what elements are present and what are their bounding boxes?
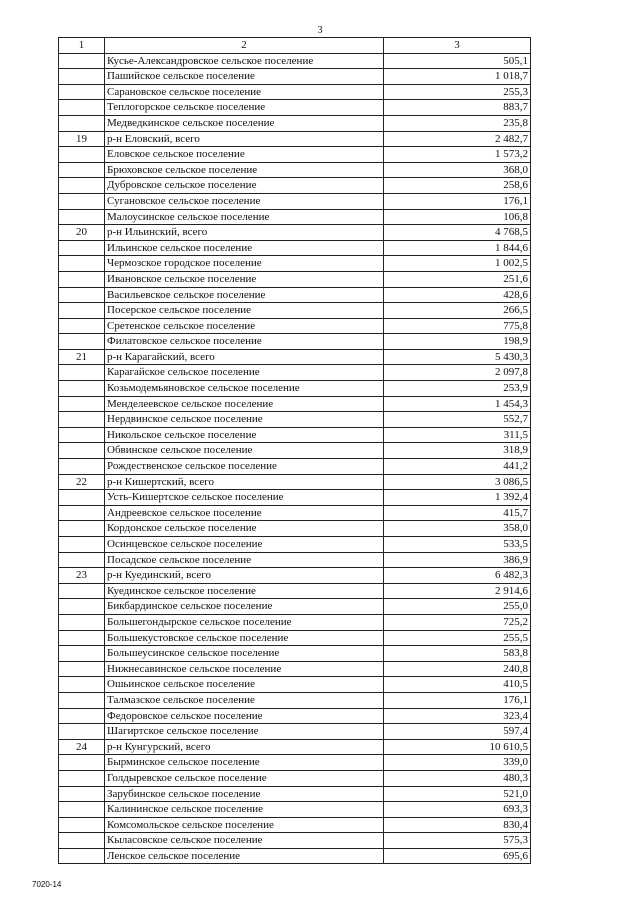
row-number-cell bbox=[59, 381, 105, 397]
row-name-cell: Ошьинское сельское поселение bbox=[105, 677, 384, 693]
row-number-cell bbox=[59, 147, 105, 163]
row-name-cell: Сарановское сельское поселение bbox=[105, 84, 384, 100]
row-value-cell: 251,6 bbox=[384, 271, 531, 287]
row-value-cell: 386,9 bbox=[384, 552, 531, 568]
row-name-cell: Комсомольское сельское поселение bbox=[105, 817, 384, 833]
table-row bbox=[59, 568, 531, 584]
table-row bbox=[59, 427, 531, 443]
row-value-cell: 830,4 bbox=[384, 817, 531, 833]
row-value-cell: 410,5 bbox=[384, 677, 531, 693]
table-row bbox=[59, 115, 531, 131]
row-value-cell: 368,0 bbox=[384, 162, 531, 178]
row-value-cell: 552,7 bbox=[384, 412, 531, 428]
row-name-cell: Козьмодемьяновское сельское поселение bbox=[105, 381, 384, 397]
row-name-cell: Пашийское сельское поселение bbox=[105, 69, 384, 85]
table-row bbox=[59, 614, 531, 630]
row-name-cell: Куединское сельское поселение bbox=[105, 583, 384, 599]
header-col-number: 1 bbox=[59, 38, 105, 54]
row-number-cell: 20 bbox=[59, 225, 105, 241]
page-number: 3 bbox=[317, 25, 323, 36]
row-name-cell: Бырминское сельское поселение bbox=[105, 755, 384, 771]
row-value-cell: 1 002,5 bbox=[384, 256, 531, 272]
row-name-cell: Кыласовское сельское поселение bbox=[105, 833, 384, 849]
row-name-cell: Рождественское сельское поселение bbox=[105, 459, 384, 475]
row-value-cell: 323,4 bbox=[384, 708, 531, 724]
row-number-cell bbox=[59, 537, 105, 553]
row-value-cell: 198,9 bbox=[384, 334, 531, 350]
row-name-cell: Ивановское сельское поселение bbox=[105, 271, 384, 287]
row-value-cell: 339,0 bbox=[384, 755, 531, 771]
table-row bbox=[59, 848, 531, 864]
row-value-cell: 1 844,6 bbox=[384, 240, 531, 256]
table-row bbox=[59, 817, 531, 833]
row-number-cell bbox=[59, 848, 105, 864]
table-row bbox=[59, 537, 531, 553]
row-name-cell: Шагиртское сельское поселение bbox=[105, 724, 384, 740]
row-number-cell bbox=[59, 505, 105, 521]
row-value-cell: 2 097,8 bbox=[384, 365, 531, 381]
row-number-cell bbox=[59, 256, 105, 272]
row-value-cell: 311,5 bbox=[384, 427, 531, 443]
row-value-cell: 255,0 bbox=[384, 599, 531, 615]
row-number-cell bbox=[59, 833, 105, 849]
row-number-cell: 23 bbox=[59, 568, 105, 584]
row-number-cell: 24 bbox=[59, 739, 105, 755]
table-row bbox=[59, 381, 531, 397]
table-row bbox=[59, 552, 531, 568]
row-number-cell bbox=[59, 599, 105, 615]
row-name-cell: Талмазское сельское поселение bbox=[105, 692, 384, 708]
row-name-cell: р-н Куединский, всего bbox=[105, 568, 384, 584]
row-number-cell bbox=[59, 396, 105, 412]
row-name-cell: Малоусинское сельское поселение bbox=[105, 209, 384, 225]
row-number-cell bbox=[59, 427, 105, 443]
row-number-cell bbox=[59, 521, 105, 537]
row-number-cell bbox=[59, 443, 105, 459]
row-number-cell bbox=[59, 69, 105, 85]
row-number-cell bbox=[59, 490, 105, 506]
row-number-cell bbox=[59, 724, 105, 740]
row-number-cell bbox=[59, 162, 105, 178]
table-row bbox=[59, 287, 531, 303]
row-value-cell: 4 768,5 bbox=[384, 225, 531, 241]
row-number-cell bbox=[59, 802, 105, 818]
row-value-cell: 415,7 bbox=[384, 505, 531, 521]
row-value-cell: 6 482,3 bbox=[384, 568, 531, 584]
table-row bbox=[59, 412, 531, 428]
settlements-table bbox=[58, 37, 531, 864]
row-number-cell bbox=[59, 708, 105, 724]
row-number-cell bbox=[59, 692, 105, 708]
row-number-cell bbox=[59, 817, 105, 833]
row-name-cell: Филатовское сельское поселение bbox=[105, 334, 384, 350]
row-name-cell: Чермозское городское поселение bbox=[105, 256, 384, 272]
row-value-cell: 235,8 bbox=[384, 115, 531, 131]
row-number-cell bbox=[59, 287, 105, 303]
row-name-cell: Большекустовское сельское поселение bbox=[105, 630, 384, 646]
header-row bbox=[59, 38, 531, 54]
row-value-cell: 358,0 bbox=[384, 521, 531, 537]
table-row bbox=[59, 178, 531, 194]
row-name-cell: р-н Кунгурский, всего bbox=[105, 739, 384, 755]
row-value-cell: 1 454,3 bbox=[384, 396, 531, 412]
row-number-cell: 22 bbox=[59, 474, 105, 490]
row-number-cell bbox=[59, 677, 105, 693]
row-value-cell: 583,8 bbox=[384, 646, 531, 662]
row-name-cell: Теплогорское сельское поселение bbox=[105, 100, 384, 116]
row-number-cell bbox=[59, 53, 105, 69]
row-number-cell bbox=[59, 646, 105, 662]
table-row bbox=[59, 100, 531, 116]
row-value-cell: 240,8 bbox=[384, 661, 531, 677]
row-value-cell: 10 610,5 bbox=[384, 739, 531, 755]
row-value-cell: 266,5 bbox=[384, 303, 531, 319]
row-name-cell: Кусье-Александровское сельское поселение bbox=[105, 53, 384, 69]
row-name-cell: р-н Карагайский, всего bbox=[105, 349, 384, 365]
row-value-cell: 1 573,2 bbox=[384, 147, 531, 163]
table-row bbox=[59, 521, 531, 537]
table-row bbox=[59, 755, 531, 771]
table-row bbox=[59, 162, 531, 178]
row-name-cell: Менделеевское сельское поселение bbox=[105, 396, 384, 412]
table-row bbox=[59, 303, 531, 319]
table-row bbox=[59, 661, 531, 677]
row-value-cell: 693,3 bbox=[384, 802, 531, 818]
table-row bbox=[59, 677, 531, 693]
row-value-cell: 505,1 bbox=[384, 53, 531, 69]
row-name-cell: Обвинское сельское поселение bbox=[105, 443, 384, 459]
table-row bbox=[59, 131, 531, 147]
row-value-cell: 1 392,4 bbox=[384, 490, 531, 506]
table-row bbox=[59, 53, 531, 69]
row-value-cell: 1 018,7 bbox=[384, 69, 531, 85]
row-name-cell: р-н Кишертский, всего bbox=[105, 474, 384, 490]
table-row bbox=[59, 256, 531, 272]
table-row bbox=[59, 505, 531, 521]
row-name-cell: Усть-Кишертское сельское поселение bbox=[105, 490, 384, 506]
row-name-cell: Большегондырское сельское поселение bbox=[105, 614, 384, 630]
row-value-cell: 176,1 bbox=[384, 692, 531, 708]
row-value-cell: 2 914,6 bbox=[384, 583, 531, 599]
row-name-cell: р-н Еловский, всего bbox=[105, 131, 384, 147]
row-value-cell: 521,0 bbox=[384, 786, 531, 802]
table-row bbox=[59, 770, 531, 786]
row-value-cell: 3 086,5 bbox=[384, 474, 531, 490]
row-value-cell: 695,6 bbox=[384, 848, 531, 864]
row-name-cell: Зарубинское сельское поселение bbox=[105, 786, 384, 802]
row-number-cell bbox=[59, 412, 105, 428]
row-value-cell: 176,1 bbox=[384, 193, 531, 209]
row-name-cell: Нердвинское сельское поселение bbox=[105, 412, 384, 428]
row-name-cell: Кордонское сельское поселение bbox=[105, 521, 384, 537]
table-row bbox=[59, 240, 531, 256]
row-number-cell bbox=[59, 209, 105, 225]
row-name-cell: Андреевское сельское поселение bbox=[105, 505, 384, 521]
row-value-cell: 318,9 bbox=[384, 443, 531, 459]
row-value-cell: 106,8 bbox=[384, 209, 531, 225]
table-row bbox=[59, 225, 531, 241]
table-header bbox=[59, 38, 531, 54]
table-row bbox=[59, 724, 531, 740]
row-value-cell: 480,3 bbox=[384, 770, 531, 786]
table-row bbox=[59, 443, 531, 459]
row-number-cell bbox=[59, 459, 105, 475]
row-number-cell bbox=[59, 770, 105, 786]
table-row bbox=[59, 69, 531, 85]
row-name-cell: Нижнесавинское сельское поселение bbox=[105, 661, 384, 677]
row-number-cell bbox=[59, 755, 105, 771]
row-name-cell: Ильинское сельское поселение bbox=[105, 240, 384, 256]
row-name-cell: Сугановское сельское поселение bbox=[105, 193, 384, 209]
row-number-cell bbox=[59, 84, 105, 100]
row-name-cell: Сретенское сельское поселение bbox=[105, 318, 384, 334]
row-name-cell: Карагайское сельское поселение bbox=[105, 365, 384, 381]
row-number-cell bbox=[59, 334, 105, 350]
footer-document-code: 7020-14 bbox=[32, 880, 62, 889]
table-row bbox=[59, 474, 531, 490]
table-row bbox=[59, 739, 531, 755]
row-value-cell: 255,5 bbox=[384, 630, 531, 646]
row-name-cell: Брюховское сельское поселение bbox=[105, 162, 384, 178]
row-name-cell: Голдыревское сельское поселение bbox=[105, 770, 384, 786]
row-name-cell: Дубровское сельское поселение bbox=[105, 178, 384, 194]
row-number-cell bbox=[59, 614, 105, 630]
row-value-cell: 441,2 bbox=[384, 459, 531, 475]
row-number-cell bbox=[59, 271, 105, 287]
row-value-cell: 253,9 bbox=[384, 381, 531, 397]
header-col-name: 2 bbox=[105, 38, 384, 54]
row-number-cell bbox=[59, 583, 105, 599]
table-row bbox=[59, 271, 531, 287]
table-row bbox=[59, 583, 531, 599]
row-number-cell: 21 bbox=[59, 349, 105, 365]
table-row bbox=[59, 802, 531, 818]
row-name-cell: Калининское сельское поселение bbox=[105, 802, 384, 818]
row-value-cell: 428,6 bbox=[384, 287, 531, 303]
table-row bbox=[59, 646, 531, 662]
row-number-cell: 19 bbox=[59, 131, 105, 147]
row-name-cell: Никольское сельское поселение bbox=[105, 427, 384, 443]
table-row bbox=[59, 209, 531, 225]
row-value-cell: 575,3 bbox=[384, 833, 531, 849]
row-name-cell: Еловское сельское поселение bbox=[105, 147, 384, 163]
table-row bbox=[59, 396, 531, 412]
row-name-cell: Большеусинское сельское поселение bbox=[105, 646, 384, 662]
row-number-cell bbox=[59, 661, 105, 677]
table-row bbox=[59, 490, 531, 506]
row-name-cell: Посадское сельское поселение bbox=[105, 552, 384, 568]
table-row bbox=[59, 599, 531, 615]
row-number-cell bbox=[59, 240, 105, 256]
table-row bbox=[59, 365, 531, 381]
table-row bbox=[59, 318, 531, 334]
row-name-cell: р-н Ильинский, всего bbox=[105, 225, 384, 241]
table-row bbox=[59, 147, 531, 163]
table-row bbox=[59, 349, 531, 365]
row-name-cell: Ленское сельское поселение bbox=[105, 848, 384, 864]
row-number-cell bbox=[59, 318, 105, 334]
table-row bbox=[59, 459, 531, 475]
row-number-cell bbox=[59, 115, 105, 131]
row-number-cell bbox=[59, 178, 105, 194]
table-row bbox=[59, 84, 531, 100]
row-number-cell bbox=[59, 193, 105, 209]
header-col-value: 3 bbox=[384, 38, 531, 54]
row-name-cell: Федоровское сельское поселение bbox=[105, 708, 384, 724]
row-value-cell: 2 482,7 bbox=[384, 131, 531, 147]
row-number-cell bbox=[59, 630, 105, 646]
row-name-cell: Посерское сельское поселение bbox=[105, 303, 384, 319]
row-number-cell bbox=[59, 100, 105, 116]
table-row bbox=[59, 786, 531, 802]
row-name-cell: Бикбардинское сельское поселение bbox=[105, 599, 384, 615]
row-value-cell: 597,4 bbox=[384, 724, 531, 740]
table-row bbox=[59, 193, 531, 209]
row-value-cell: 725,2 bbox=[384, 614, 531, 630]
row-value-cell: 533,5 bbox=[384, 537, 531, 553]
row-number-cell bbox=[59, 552, 105, 568]
row-number-cell bbox=[59, 365, 105, 381]
row-value-cell: 775,8 bbox=[384, 318, 531, 334]
table-row bbox=[59, 334, 531, 350]
row-value-cell: 883,7 bbox=[384, 100, 531, 116]
row-name-cell: Васильевское сельское поселение bbox=[105, 287, 384, 303]
row-name-cell: Осинцевское сельское поселение bbox=[105, 537, 384, 553]
row-value-cell: 5 430,3 bbox=[384, 349, 531, 365]
table-body bbox=[59, 53, 531, 864]
table-row bbox=[59, 833, 531, 849]
row-number-cell bbox=[59, 303, 105, 319]
row-value-cell: 255,3 bbox=[384, 84, 531, 100]
table-row bbox=[59, 692, 531, 708]
table-row bbox=[59, 708, 531, 724]
row-number-cell bbox=[59, 786, 105, 802]
table-row bbox=[59, 630, 531, 646]
row-name-cell: Медведкинское сельское поселение bbox=[105, 115, 384, 131]
row-value-cell: 258,6 bbox=[384, 178, 531, 194]
